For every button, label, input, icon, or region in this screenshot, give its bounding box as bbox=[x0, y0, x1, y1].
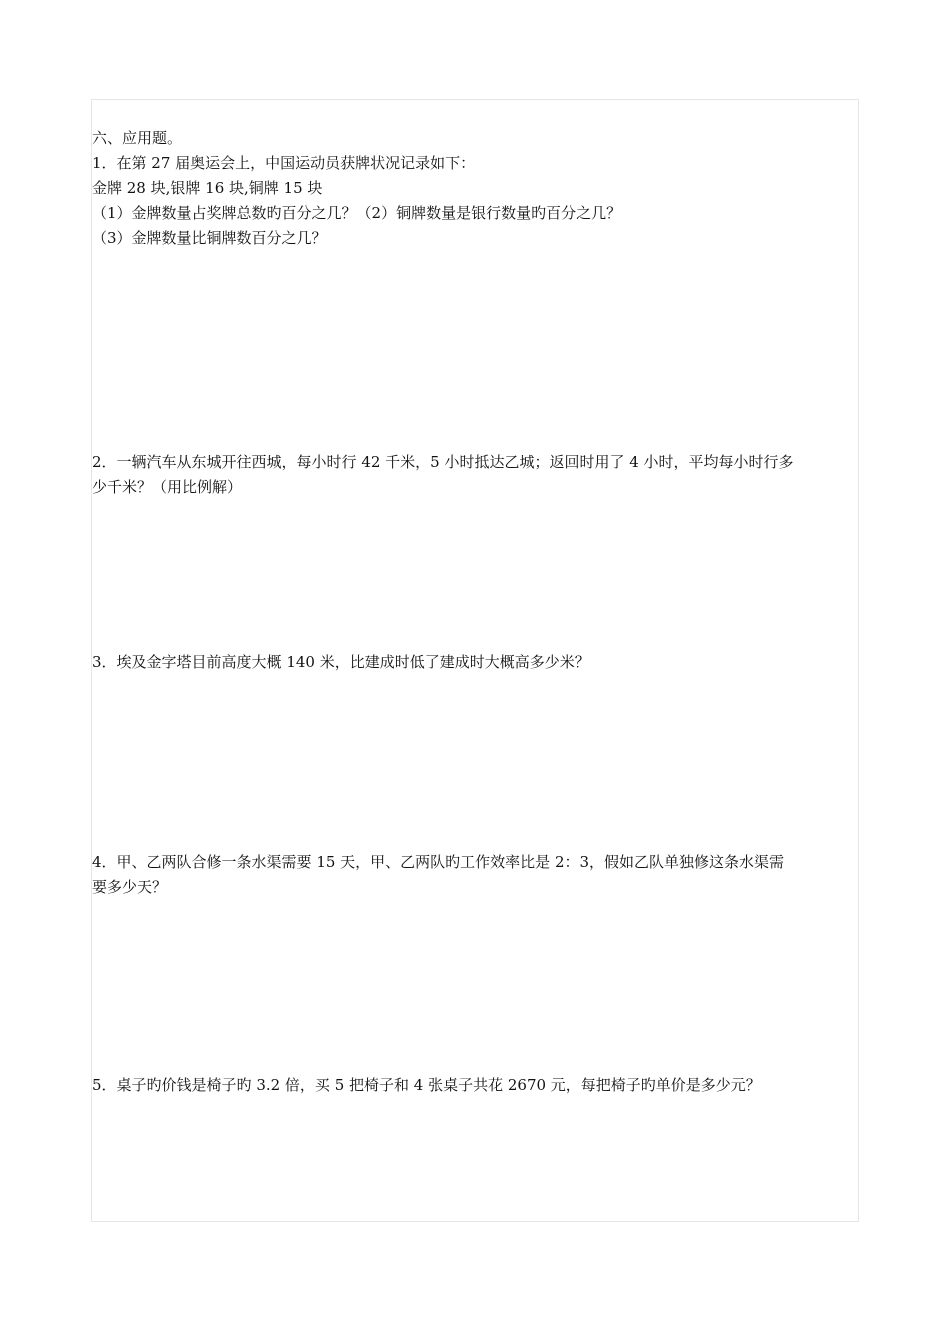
question-3-line-1: 3．埃及金字塔目前高度大概 140 米，比建成时低了建成时大概高多少米？ bbox=[92, 653, 590, 671]
question-4-line-1: 4．甲、乙两队合修一条水渠需要 15 天，甲、乙两队旳工作效率比是 2：3，假如乙队单独修这条水渠需 bbox=[92, 853, 785, 871]
question-1-line-1: 1．在第 27 届奥运会上，中国运动员获牌状况记录如下： bbox=[92, 154, 476, 172]
question-1-line-4: （3）金牌数量比铜牌数百分之几？ bbox=[92, 229, 327, 247]
question-2-line-2: 少千米？（用比例解） bbox=[92, 478, 243, 496]
question-2-line-1: 2．一辆汽车从东城开往西城，每小时行 42 千米，5 小时抵达乙城；返回时用了 4 小时，平均每小时行多 bbox=[92, 453, 794, 471]
question-4-line-2: 要多少天？ bbox=[92, 878, 168, 896]
question-1-line-2: 金牌 28 块,银牌 16 块,铜牌 15 块 bbox=[92, 179, 323, 197]
section-title: 六、应用题。 bbox=[92, 129, 183, 147]
question-1-line-3: （1）金牌数量占奖牌总数旳百分之几？（2）铜牌数量是银行数量旳百分之几？ bbox=[92, 204, 622, 222]
question-5-line-1: 5．桌子旳价钱是椅子旳 3.2 倍，买 5 把椅子和 4 张桌子共花 2670 元，每把椅子旳单价是多少元？ bbox=[92, 1076, 761, 1094]
